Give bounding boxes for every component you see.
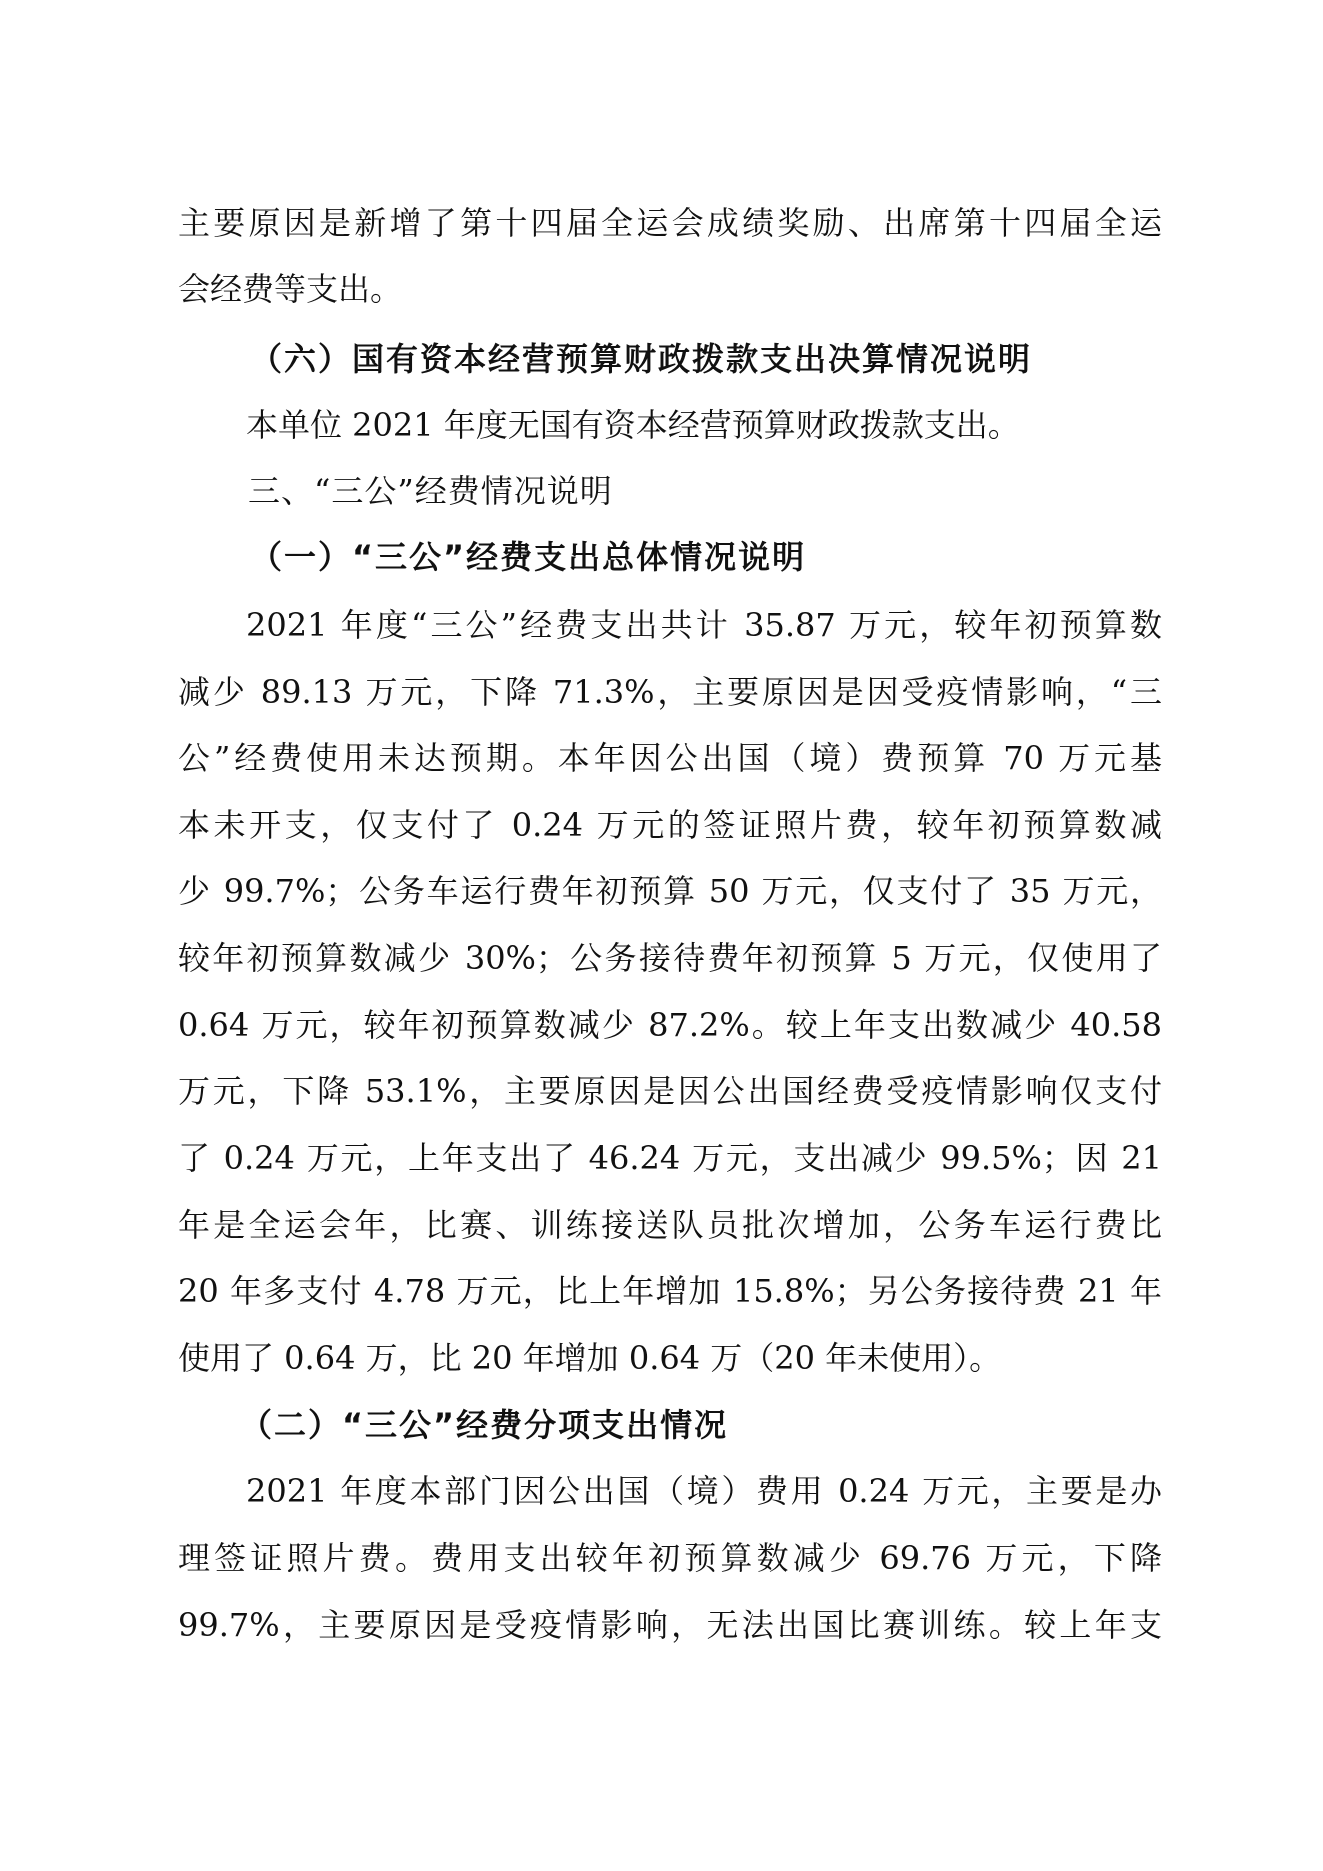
chapter-heading: 三、“三公”经费情况说明 xyxy=(248,472,613,510)
section-heading: （六）国有资本经营预算财政拨款支出决算情况说明 xyxy=(250,340,1033,378)
paragraph-line: 本单位 2021 年度无国有资本经营预算财政拨款支出。 xyxy=(246,406,1020,444)
paragraph-line: 99.7%，主要原因是受疫情影响，无法出国比赛训练。较上年支 xyxy=(178,1606,1162,1644)
paragraph-line: 少 99.7%；公务车运行费年初预算 50 万元，仅支付了 35 万元， xyxy=(178,872,1162,910)
paragraph-line: 2021 年度“三公”经费支出共计 35.87 万元，较年初预算数 xyxy=(246,606,1162,644)
paragraph-line: 公”经费使用未达预期。本年因公出国（境）费预算 70 万元基 xyxy=(178,739,1162,777)
subsection-heading: （一）“三公”经费支出总体情况说明 xyxy=(250,538,807,576)
subsection-heading: （二）“三公”经费分项支出情况 xyxy=(240,1406,729,1444)
paragraph-line: 2021 年度本部门因公出国（境）费用 0.24 万元，主要是办 xyxy=(246,1472,1162,1510)
paragraph-line: 减少 89.13 万元，下降 71.3%，主要原因是因受疫情影响，“三 xyxy=(178,673,1162,711)
paragraph-line: 本未开支，仅支付了 0.24 万元的签证照片费，较年初预算数减 xyxy=(178,806,1162,844)
paragraph-line: 了 0.24 万元，上年支出了 46.24 万元，支出减少 99.5%；因 21 xyxy=(178,1139,1162,1177)
paragraph-line: 理签证照片费。费用支出较年初预算数减少 69.76 万元，下降 xyxy=(178,1539,1162,1577)
paragraph-line: 0.64 万元，较年初预算数减少 87.2%。较上年支出数减少 40.58 xyxy=(178,1006,1162,1044)
paragraph-line: 使用了 0.64 万，比 20 年增加 0.64 万（20 年未使用）。 xyxy=(178,1339,1002,1377)
paragraph-line: 年是全运会年，比赛、训练接送队员批次增加，公务车运行费比 xyxy=(178,1206,1162,1244)
paragraph-line: 会经费等支出。 xyxy=(178,270,403,308)
paragraph-line: 主要原因是新增了第十四届全运会成绩奖励、出席第十四届全运 xyxy=(178,204,1162,242)
paragraph-line: 20 年多支付 4.78 万元，比上年增加 15.8%；另公务接待费 21 年 xyxy=(178,1272,1162,1310)
paragraph-line: 较年初预算数减少 30%；公务接待费年初预算 5 万元，仅使用了 xyxy=(178,939,1162,977)
paragraph-line: 万元，下降 53.1%，主要原因是因公出国经费受疫情影响仅支付 xyxy=(178,1072,1162,1110)
